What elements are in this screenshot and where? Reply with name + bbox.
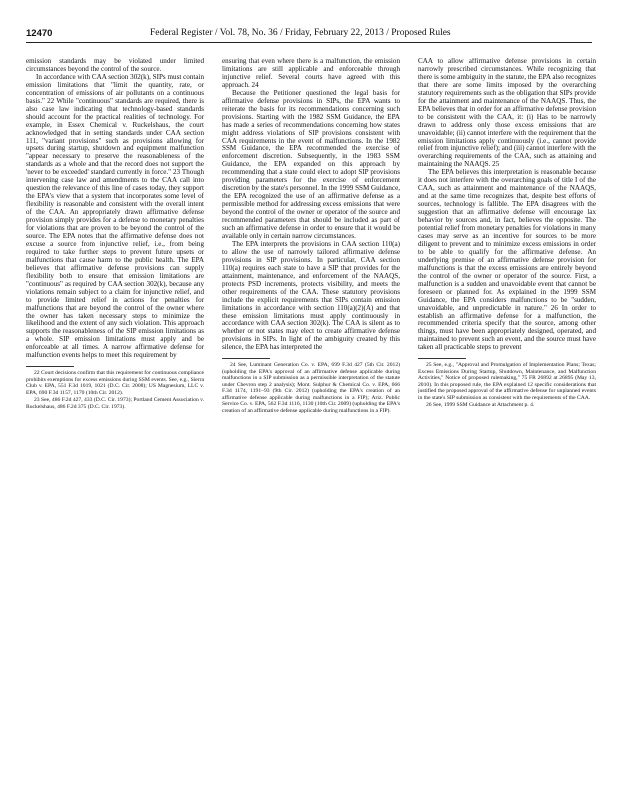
column-body	[418, 58, 596, 352]
page-number: 12470	[26, 28, 53, 39]
column-body	[26, 58, 204, 360]
footnote-rule	[418, 358, 466, 359]
footnote: 24 See, Luminant Generation Co. v. EPA, 699 F.3d 427 (5th Cir. 2012) (upholding the EPA's approval of an affirmative defense applicable during malfunctions in a SIP submission as a permissible interpretation of the statute under Chevron step 2 analysis); Mont. Sulphur & Chemical Co. v. EPA, 666 F.3d 1174, 1191–93 (9th Cir. 2012) (upholding the EPA's creation of an affirmative defense applicable during malfunctions in a FIP); Ariz. Public Service Co. v. EPA, 562 F.3d 1116, 1130 (10th Cir. 2009) (upholding the EPA's creation of an affirmative defense applicable during malfunctions in a FIP).	[222, 362, 400, 414]
column-3	[418, 58, 596, 788]
paragraph: The EPA interprets the provisions in CAA section 110(a) to allow the use of narrowly tailored affirmative defense provisions in SIP provisions. In particular, CAA section 110(a) requires each state to have a SIP that provides for the attainment, maintenance, and enforcement of the NAAQS, protects PSD increments, protects visibility, and meets the other requirements of the CAA. These statutory provisions include the explicit requirements that SIPs contain emission limitations in accordance with section 110(a)(2)(A) and that these emission limitations must apply continuously in accordance with CAA section 302(k). The CAA is silent as to whether or not states may elect to create affirmative defense provisions in SIPs. In light of the ambiguity created by this silence, the EPA has interpreted the	[222, 239, 400, 352]
footnote: 26 See, 1999 SSM Guidance at Attachment p. 4.	[426, 402, 535, 409]
column-2	[222, 58, 400, 788]
text-columns	[26, 58, 596, 788]
paragraph: ensuring that even where there is a malfunction, the emission limitations are still applicable and enforceable through injunctive relief. Several courts have agreed with this approach. 24	[222, 58, 400, 89]
page-header	[26, 28, 592, 43]
paragraph: The EPA believes this interpretation is reasonable because it does not interfere with the overarching goals of title I of the CAA, such as attainment and maintenance of the NAAQS, and at the same time recognizes that, despite best efforts of sources, technology is fallible. The EPA disagrees with the suggestion that an affirmative defense will encourage lax behavior by sources and, in fact, believes the opposite. The potential relief from monetary penalties for violations in many cases may serve as an incentive for sources to be more diligent to prevent and to minimize excess emissions in order to be able to qualify for the affirmative defense. An underlying premise of an affirmative defense provision for malfunctions is that the excess emissions are entirely beyond the control of the owner or operator of the source. First, a malfunction is a sudden and unavoidable event that cannot be foreseen or planned for. As explained in the 1999 SSM Guidance, the EPA considers malfunctions to be "sudden, unavoidable, and unpredictable in nature." 26 In order to establish an affirmative defense for a malfunction, the recommended criteria specify that the source, among other things, must have been appropriately designed, operated, and maintained to prevent such an event, and the source must have taken all practicable steps to prevent	[418, 168, 596, 352]
footnote-rule	[222, 358, 270, 359]
paragraph: In accordance with CAA section 302(k), SIPs must contain emission limitations that "limit the quantity, rate, or concentration of emissions of air pollutants on a continuous basis." 22 While "continuous" standards are required, there is also case law indicating that technology-based standards should account for the practical realities of technology. For example, in Essex Chemical v. Ruckelshaus, the court acknowledged that in setting standards under CAA section 111, "variant provisions" such as provisions allowing for upsets during startup, shutdown and equipment malfunction "appear necessary to preserve the reasonableness of the standards as a whole and that the record does not support the 'never to be exceeded' standard currently in force." 23 Though intervening case law and amendments to the CAA call into question the relevance of this line of cases today, they support the EPA's view that a system that incorporates some level of flexibility is reasonable and consistent with the overall intent of the CAA. An appropriately drawn affirmative defense provision simply provides for a defense to monetary penalties for violations that are proven to be beyond the control of the source. The EPA notes that the affirmative defense does not excuse a source from injunctive relief, i.e., from being required to take further steps to prevent future upsets or malfunctions that cause harm to the public health. The EPA believes that affirmative defense provisions can supply flexibility both to ensure that emission limitations are "continuous" as required by CAA section 302(k), because any violations remain subject to a claim for injunctive relief, and to provide limited relief in actions for penalties for malfunctions that are beyond the control of the owner where the owner has taken necessary steps to minimize the likelihood and the extent of any such violation. This approach supports the reasonableness of the SIP emission limitations as a whole. SIP emission limitations must apply and be enforceable at all times. A narrow affirmative defense for malfunction events helps to meet this requirement by	[26, 72, 204, 360]
running-head: Federal Register / Vol. 78, No. 36 / Friday, February 22, 2013 / Proposed Rules	[150, 28, 451, 38]
footnote: 22 Court decisions confirm that this requirement for continuous compliance prohibits exemptions for excess emissions during SSM events. See, e.g., Sierra Club v. EPA, 551 F.3d 1019, 1021 (D.C. Cir. 2008); US Magnesium, LLC v. EPA, 690 F.3d 1157, 1170 (10th Cir. 2012).	[26, 370, 204, 396]
column-1	[26, 58, 204, 788]
footnote: 23 See, 486 F.2d 427, 433 (D.C. Cir. 1973); Portland Cement Association v. Ruckelshaus, 486 F.2d 375 (D.C. Cir. 1973).	[26, 397, 204, 410]
footnote: 25 See, e.g., "Approval and Promulgation of Implementation Plans; Texas; Excess Emissions During Startup, Shutdown, Maintenance, and Malfunction Activities," Notice of proposed rulemaking," 75 FR 26892 at 26895 (May 13, 2010). In this proposed rule, the EPA explained 12 specific considerations that justified the proposed approval of the affirmative defense for unplanned events in the state's SIP submission as consistent with the requirements of the CAA.	[418, 362, 596, 401]
footnotes	[418, 362, 596, 409]
column-body	[222, 58, 400, 352]
paragraph: emission standards may be violated under limited circumstances beyond the control of the source.	[26, 58, 204, 73]
paragraph: CAA to allow affirmative defense provisions in certain narrowly prescribed circumstances. While recognizing that there is some ambiguity in the statute, the EPA also recognizes that there are some limits imposed by the overarching statutory requirements such as the obligation that SIPs provide for the attainment and maintenance of the NAAQS. Thus, the EPA believes that in order for an affirmative defense provision to be consistent with the CAA, it: (i) Has to be narrowly drawn to address only those excess emissions that are unavoidable; (ii) cannot interfere with the requirement that the emission limitations apply continuously (i.e., cannot provide relief from injunctive relief); and (iii) cannot interfere with the overarching requirements of the CAA, such as attaining and maintaining the NAAQS. 25	[418, 58, 596, 169]
paragraph: Because the Petitioner questioned the legal basis for affirmative defense provisions in SIPs, the EPA wants to reiterate the basis for its recommendations concerning such provisions. Starting with the 1982 SSM Guidance, the EPA has made a series of recommendations concerning how states might address violations of SIP provisions consistent with CAA requirements in the event of malfunctions. In the 1982 SSM Guidance, the EPA recommended the exercise of enforcement discretion. Subsequently, in the 1983 SSM Guidance, the EPA expanded on this approach by recommending that a state could elect to adopt SIP provisions providing parameters for the exercise of enforcement discretion by the state's personnel. In the 1999 SSM Guidance, the EPA recognized the use of an affirmative defense as a permissible method for addressing excess emissions that were beyond the control of the owner or operator of the source and recommended parameters that should be included as part of such an affirmative defense in order to ensure that it would be available only in certain narrow circumstances.	[222, 88, 400, 240]
footnote-rule	[26, 366, 74, 367]
footnotes	[26, 370, 204, 410]
footnotes	[222, 362, 400, 414]
